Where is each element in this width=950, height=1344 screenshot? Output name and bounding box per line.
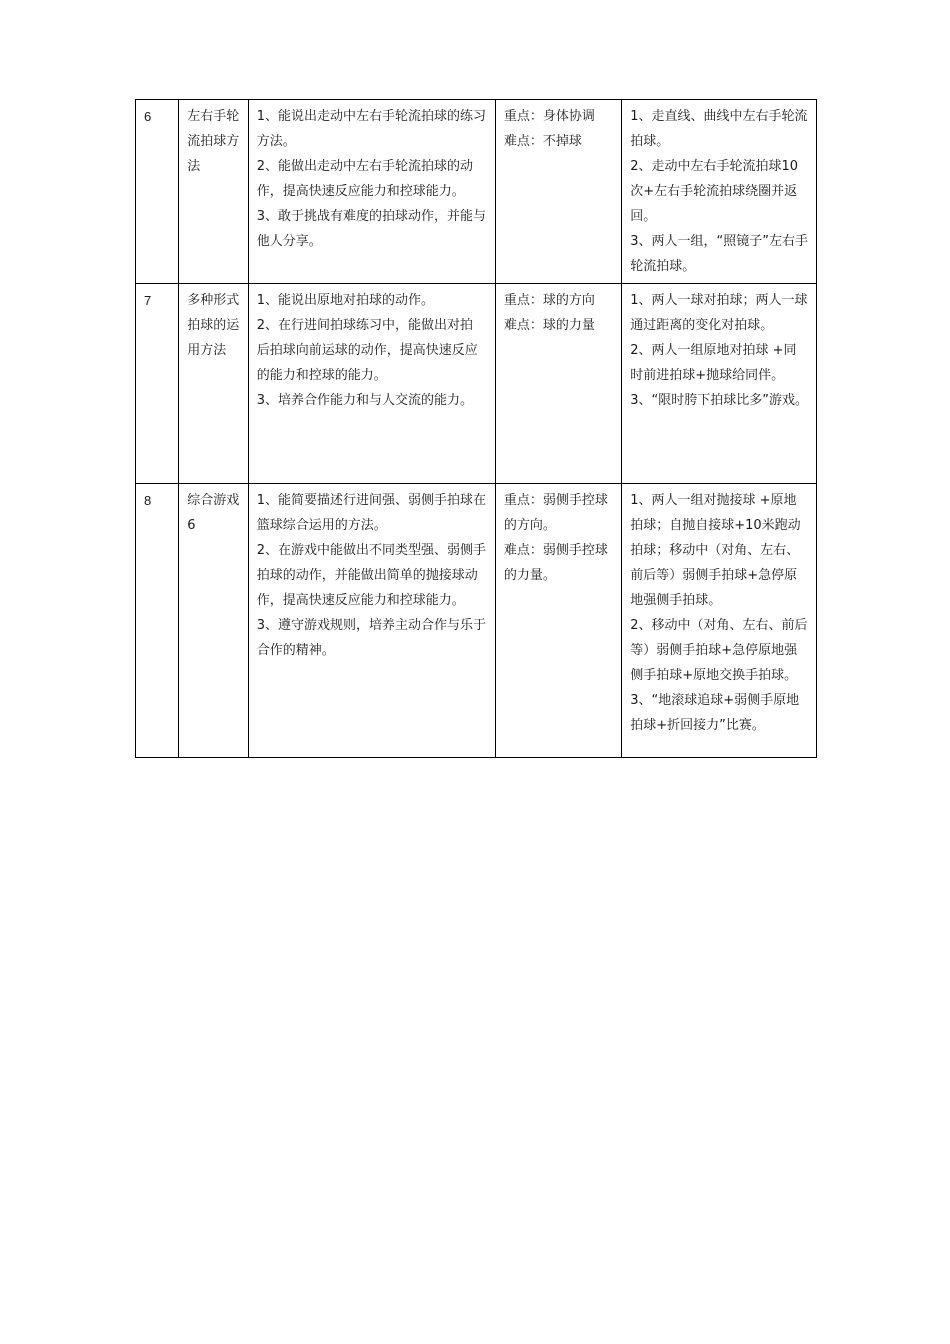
- activity-item: 1、两人一球对拍球；两人一球通过距离的变化对拍球。: [630, 293, 808, 333]
- activity-item: 2、移动中（对角、左右、前后等）弱侧手拍球+急停原地强侧手拍球+原地交换手拍球。: [630, 618, 808, 683]
- activity-item: 2、两人一组原地对拍球 +同时前进拍球+抛球给同伴。: [630, 343, 797, 383]
- lesson-number: 6: [136, 100, 179, 284]
- lesson-activities: [622, 284, 817, 484]
- lesson-goals: [248, 484, 495, 758]
- lesson-key-points: [495, 284, 621, 484]
- key-point: 重点：弱侧手控球的方向。: [503, 493, 608, 533]
- table-row: [136, 100, 817, 284]
- activity-item: 3、“地滚球追球+弱侧手原地拍球+折回接力”比赛。: [630, 693, 800, 733]
- lesson-number: 8: [136, 484, 179, 758]
- activity-item: 1、走直线、曲线中左右手轮流拍球。: [630, 109, 808, 149]
- activity-item: 3、两人一组，“照镜子”左右手轮流拍球。: [630, 234, 808, 274]
- lesson-activities: [622, 100, 817, 284]
- difficulty-point: 难点：不掉球: [503, 134, 582, 149]
- lesson-activities: [622, 484, 817, 758]
- goal-item: 1、能简要描述行进间强、弱侧手拍球在篮球综合运用的方法。: [256, 493, 486, 533]
- lesson-goals: [248, 100, 495, 284]
- lesson-goals: [248, 284, 495, 484]
- lesson-key-points: [495, 100, 621, 284]
- lesson-number: 7: [136, 284, 179, 484]
- difficulty-point: 难点：弱侧手控球的力量。: [503, 543, 608, 583]
- key-point: 重点：球的方向: [503, 293, 595, 308]
- difficulty-point: 难点：球的力量: [503, 318, 595, 333]
- key-point: 重点：身体协调: [503, 109, 595, 124]
- goal-item: 2、能做出走动中左右手轮流拍球的动作，提高快速反应能力和控球能力。: [256, 159, 473, 199]
- lesson-plan-table: [135, 99, 817, 758]
- lesson-title: 左右手轮流拍球方法: [179, 100, 248, 284]
- table-row: [136, 284, 817, 484]
- activity-item: 1、两人一组对抛接球 +原地拍球；自抛自接球+10米跑动拍球；移动中（对角、左右、前后等）弱侧手拍球+急停原地强侧手拍球。: [630, 493, 801, 608]
- goal-item: 2、在行进间拍球练习中，能做出对拍 后拍球向前运球的动作，提高快速反应的能力和控球的能力。: [256, 318, 487, 383]
- activity-item: 3、“限时胯下拍球比多”游戏。: [630, 393, 808, 408]
- goal-item: 3、培养合作能力和与人交流的能力。: [256, 393, 473, 408]
- lesson-key-points: [495, 484, 621, 758]
- goal-item: 1、能说出走动中左右手轮流拍球的练习方法。: [256, 109, 486, 149]
- goal-item: 1、能说出原地对拍球的动作。: [256, 293, 434, 308]
- goal-item: 3、遵守游戏规则，培养主动合作与乐于合作的精神。: [256, 618, 486, 658]
- activity-item: 2、走动中左右手轮流拍球10次+左右手轮流拍球绕圈并返回。: [630, 159, 799, 224]
- goal-item: 2、在游戏中能做出不同类型强、弱侧手拍球的动作，并能做出简单的抛接球动作，提高快速反应能力和控球能力。: [256, 543, 486, 608]
- lesson-title: 多种形式拍球的运用方法: [179, 284, 248, 484]
- lesson-title: 综合游戏6: [179, 484, 248, 758]
- goal-item: 3、敢于挑战有难度的拍球动作，并能与他人分享。: [256, 209, 486, 249]
- table-row: [136, 484, 817, 758]
